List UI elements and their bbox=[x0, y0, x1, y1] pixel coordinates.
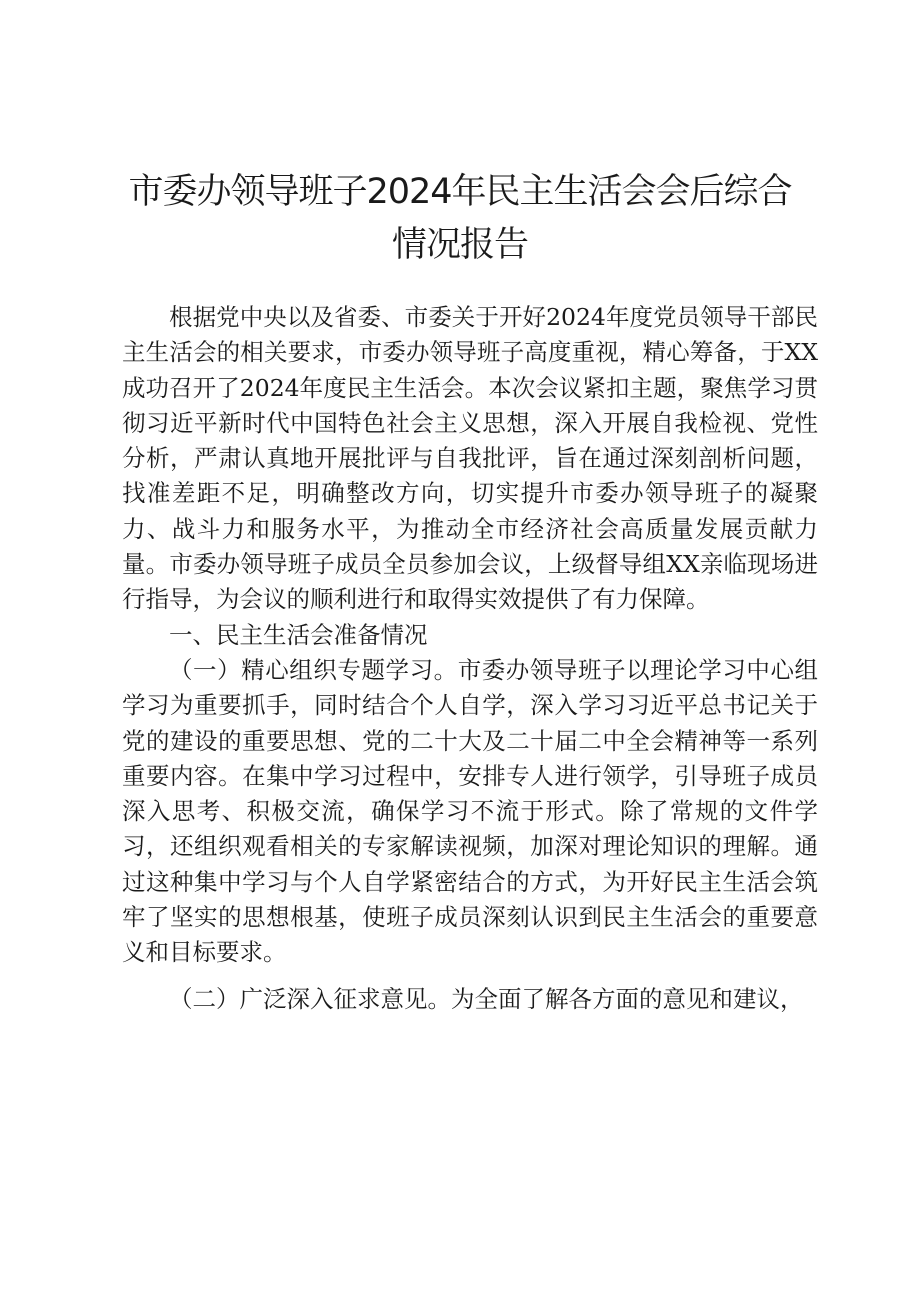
paragraph-study: （一）精心组织专题学习。市委办领导班子以理论学习中心组学习为重要抓手，同时结合个人自学，深入学习习近平总书记关于党的建设的重要思想、党的二十大及二十届二中全会精神等一系列重要内容。在集中学习过程中，安排专人进行领学，引导班子成员深入思考、积极交流，确保学习不流于形式。除了常规的文件学习，还组织观看相关的专家解读视频，加深对理论知识的理解。通过这种集中学习与个人自学紧密结合的方式，为开好民主生活会筑牢了坚实的思想根基，使班子成员深刻认识到民主生活会的重要意义和目标要求。 bbox=[122, 655, 818, 967]
paragraph-opinions: （二）广泛深入征求意见。为全面了解各方面的意见和建议， bbox=[169, 984, 804, 1013]
title-line-2: 情况报告 bbox=[391, 225, 528, 265]
section-heading-1: 一、民主生活会准备情况 bbox=[169, 620, 428, 649]
paragraph-intro: 根据党中央以及省委、市委关于开好2024年度党员领导干部民主生活会的相关要求，市委办领导班子高度重视，精心筹备，于XX成功召开了2024年度民主生活会。本次会议紧扣主题，聚焦学习贯彻习近平新时代中国特色社会主义思想，深入开展自我检视、党性分析，严肃认真地开展批评与自我批评，旨在通过深刻剖析问题，找准差距不足，明确整改方向，切实提升市委办领导班子的凝聚力、战斗力和服务水平，为推动全市经济社会高质量发展贡献力量。市委办领导班子成员全员参加会议，上级督导组XX亲临现场进行指导，为会议的顺利进行和取得实效提供了有力保障。 bbox=[122, 303, 818, 614]
document-title bbox=[100, 166, 820, 272]
paragraph-gap bbox=[122, 971, 818, 982]
document-body bbox=[122, 300, 818, 1017]
title-line-1: 市委办领导班子2024年民主生活会会后综合 bbox=[128, 172, 792, 212]
